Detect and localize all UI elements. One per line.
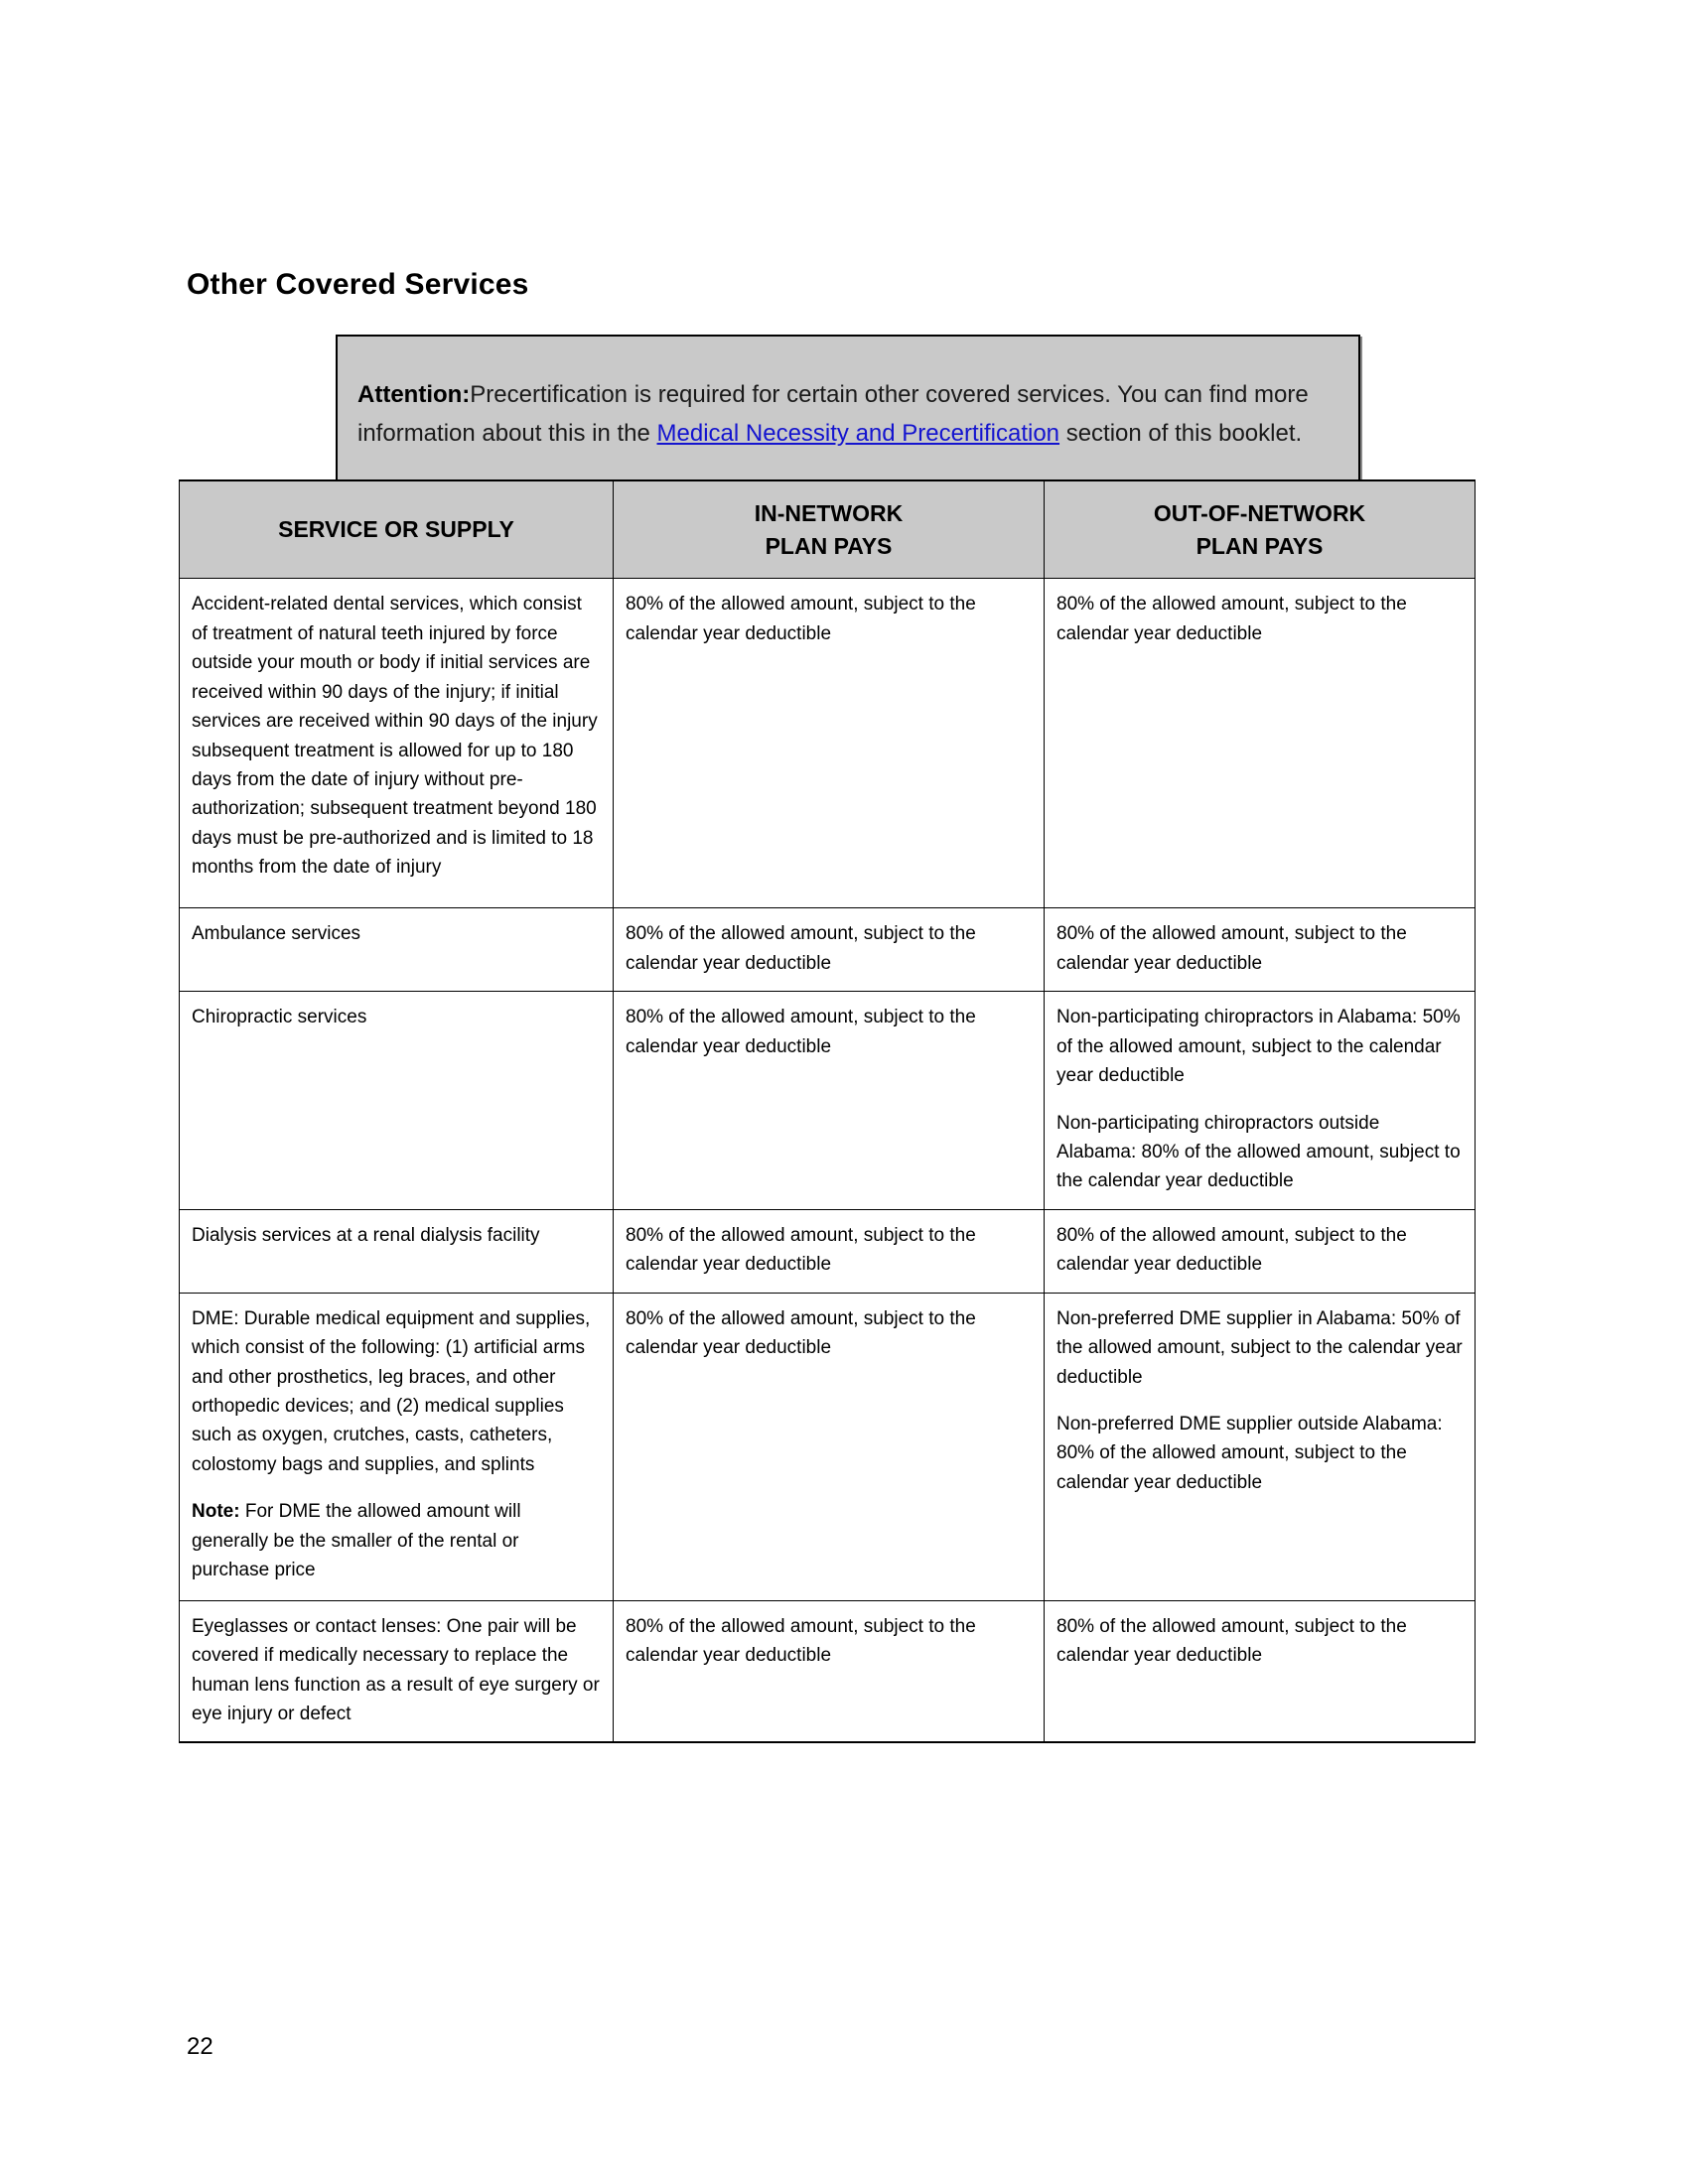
service-description: Accident-related dental services, which consist of treatment of natural teeth injured by force outside your mouth or body if initial services are received within 90 days of the injury; if initial services are received within 90 days of the injury subsequent treatment is allowed for up to 180 days from the date of injury without pre-authorization; subsequent treatment beyond 180 days must be pre-authorized and is limited to 18 months from the date of injury: [192, 594, 598, 879]
cell-service: [180, 908, 614, 992]
service-note-text: For DME the allowed amount will generally be the smaller of the rental or purchase price: [192, 1501, 521, 1581]
in-network-benefit: 80% of the allowed amount, subject to the calendar year deductible: [626, 1224, 976, 1276]
cell-service: [180, 1209, 614, 1293]
page-number: 22: [187, 2033, 213, 2060]
cell-out-of-network: [1045, 1209, 1476, 1293]
attention-label: Attention:: [357, 381, 471, 408]
attention-text-after-link: section of this booklet.: [1059, 419, 1303, 447]
cell-in-network: [614, 992, 1045, 1210]
attention-callout: [336, 335, 1360, 495]
column-header-in-network-line2: PLAN PAYS: [765, 532, 893, 559]
out-of-network-benefit-out-of-state: Non-participating chiropractors outside Alabama: 80% of the allowed amount, subject to the calendar year deductible: [1056, 1112, 1461, 1192]
service-description: DME: Durable medical equipment and supplies, which consist of the following: (1) artificial arms and other prosthetics, leg braces, and other orthopedic devices; and (2) medical supplies such as oxygen, crutches, casts, catheters, colostomy bags and supplies, and splints: [192, 1307, 591, 1475]
cell-service: [180, 1293, 614, 1600]
in-network-benefit: 80% of the allowed amount, subject to the calendar year deductible: [626, 923, 976, 974]
out-of-network-benefit: 80% of the allowed amount, subject to the calendar year deductible: [1056, 1615, 1407, 1667]
column-header-out-of-network: [1045, 480, 1476, 579]
in-network-benefit: 80% of the allowed amount, subject to the calendar year deductible: [626, 1307, 976, 1359]
medical-necessity-precertification-link[interactable]: Medical Necessity and Precertification: [656, 419, 1060, 447]
cell-service: [180, 992, 614, 1210]
column-header-in-network: [614, 480, 1045, 579]
out-of-network-benefit-in-state: Non-participating chiropractors in Alabama: 50% of the allowed amount, subject to the calendar year deductible: [1056, 1007, 1461, 1087]
cell-service: [180, 1600, 614, 1742]
cell-out-of-network: [1045, 992, 1476, 1210]
column-header-service: [180, 480, 614, 579]
in-network-benefit: 80% of the allowed amount, subject to the calendar year deductible: [626, 1007, 976, 1057]
out-of-network-benefit: 80% of the allowed amount, subject to the calendar year deductible: [1056, 594, 1407, 644]
cell-in-network: [614, 1293, 1045, 1600]
attention-text: [357, 376, 1340, 454]
column-header-out-of-network-line1: OUT-OF-NETWORK: [1153, 500, 1366, 526]
table-row: [180, 1600, 1476, 1742]
cell-out-of-network: [1045, 579, 1476, 908]
service-note: [192, 1497, 601, 1584]
column-header-in-network-line1: IN-NETWORK: [754, 500, 904, 526]
column-header-service-label: SERVICE OR SUPPLY: [278, 516, 514, 543]
cell-in-network: [614, 908, 1045, 992]
table-header-row: [180, 480, 1476, 579]
cell-in-network: [614, 1209, 1045, 1293]
table-row: [180, 1209, 1476, 1293]
table-row: [180, 992, 1476, 1210]
table-row: [180, 1293, 1476, 1600]
cell-in-network: [614, 579, 1045, 908]
cell-out-of-network: [1045, 1293, 1476, 1600]
column-header-out-of-network-line2: PLAN PAYS: [1196, 532, 1324, 559]
cell-service: [180, 579, 614, 908]
attention-text-before-link: Precertification is required for certain other covered services. You can find more information about this in the: [357, 381, 1309, 447]
out-of-network-benefit-in-state: Non-preferred DME supplier in Alabama: 50% of the allowed amount, subject to the calendar year deductible: [1056, 1307, 1463, 1388]
table-row: [180, 908, 1476, 992]
service-description: Dialysis services at a renal dialysis facility: [192, 1224, 540, 1246]
service-note-label: Note:: [192, 1501, 240, 1523]
covered-services-table: [179, 479, 1476, 1743]
out-of-network-benefit: 80% of the allowed amount, subject to the calendar year deductible: [1056, 1224, 1407, 1276]
in-network-benefit: 80% of the allowed amount, subject to the calendar year deductible: [626, 594, 976, 644]
cell-out-of-network: [1045, 908, 1476, 992]
service-description: Eyeglasses or contact lenses: One pair will be covered if medically necessary to replace the human lens function as a result of eye surgery or eye injury or defect: [192, 1615, 600, 1724]
cell-in-network: [614, 1600, 1045, 1742]
table-row: [180, 579, 1476, 908]
out-of-network-benefit-out-of-state: Non-preferred DME supplier outside Alabama: 80% of the allowed amount, subject to the calendar year deductible: [1056, 1414, 1443, 1493]
out-of-network-benefit: 80% of the allowed amount, subject to the calendar year deductible: [1056, 923, 1407, 974]
service-description: Ambulance services: [192, 923, 361, 945]
in-network-benefit: 80% of the allowed amount, subject to the calendar year deductible: [626, 1615, 976, 1667]
cell-out-of-network: [1045, 1600, 1476, 1742]
page-title: Other Covered Services: [187, 268, 529, 302]
service-description: Chiropractic services: [192, 1007, 367, 1028]
